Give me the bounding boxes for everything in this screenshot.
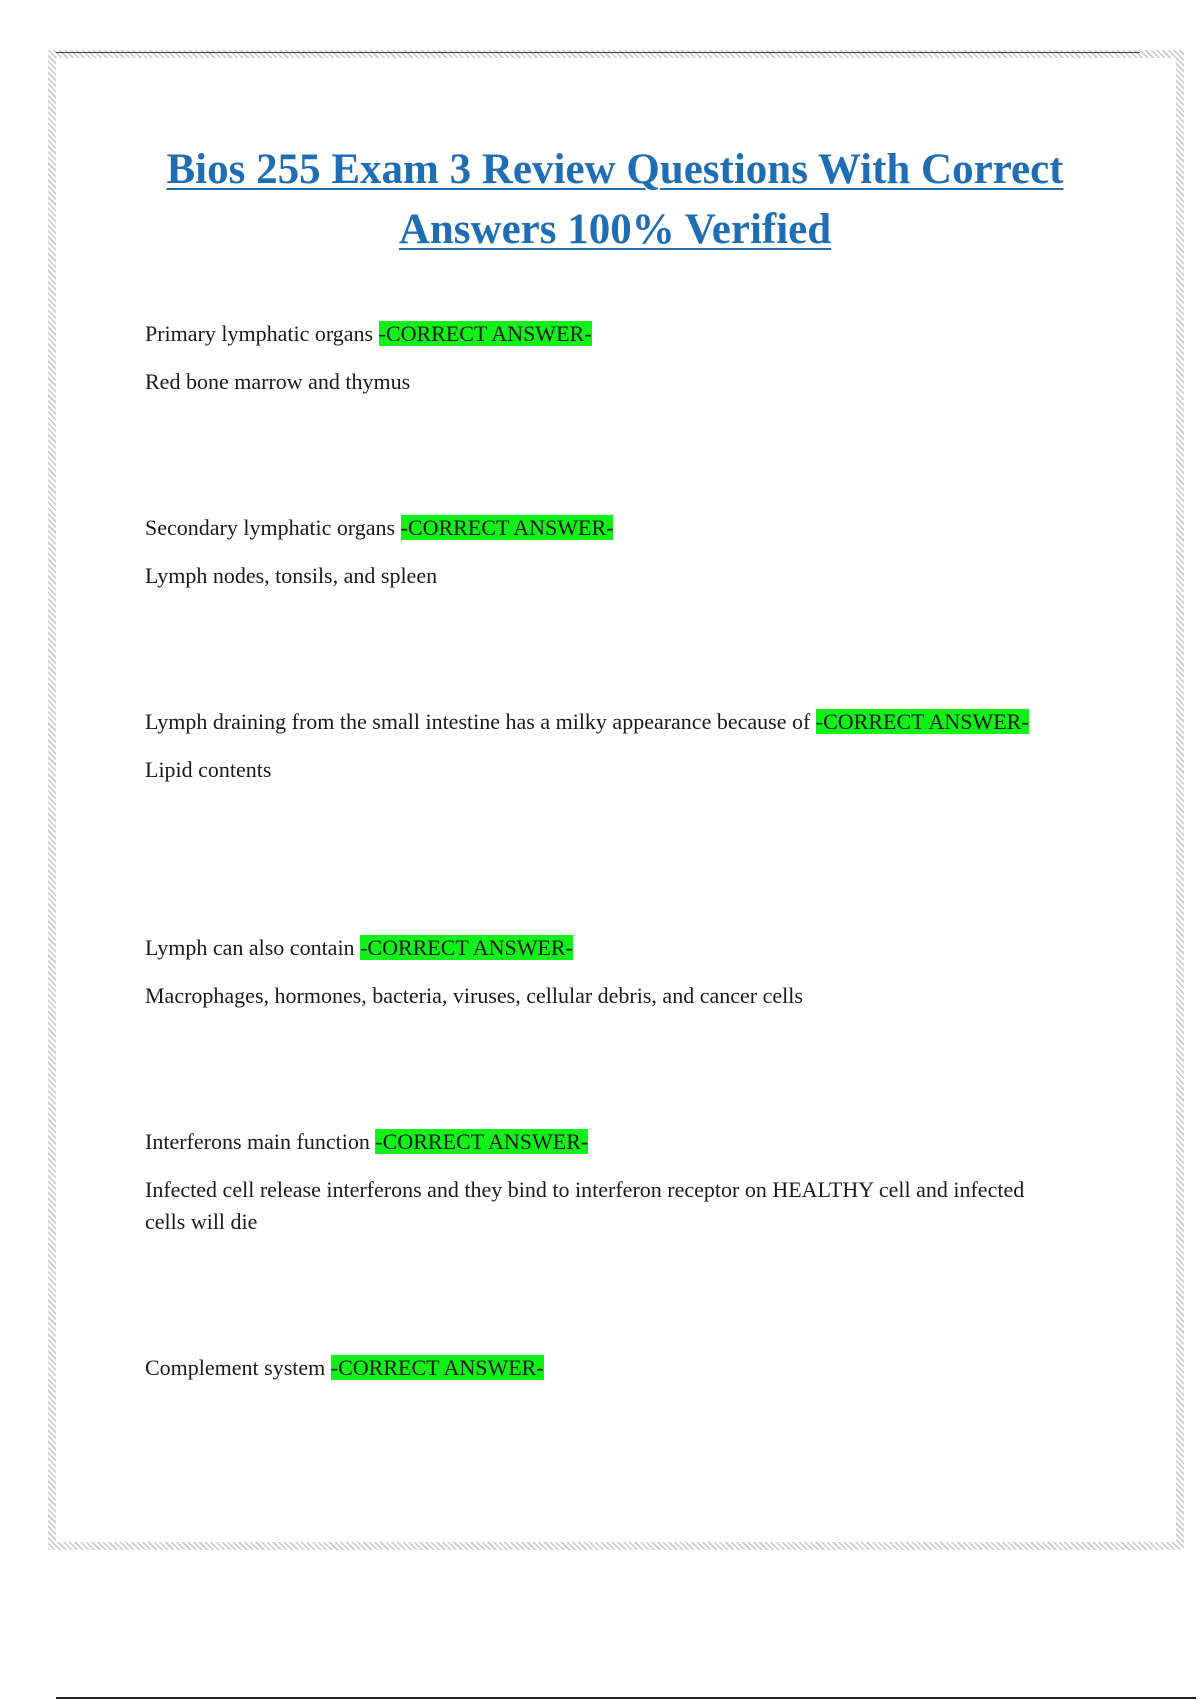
qa-item-6 <box>145 1352 1045 1384</box>
correct-answer-tag: -CORRECT ANSWER- <box>330 1355 544 1380</box>
question-text: Lymph can also contain <box>145 935 361 960</box>
document-title-text: Bios 255 Exam 3 Review Questions With Correct Answers 100% Verified <box>166 146 1064 253</box>
bottom-rule <box>56 1697 1196 1699</box>
qa-item-1 <box>145 318 1045 398</box>
top-rule <box>56 52 1140 53</box>
qa-item-4 <box>145 932 1045 1012</box>
correct-answer-tag: -CORRECT ANSWER- <box>360 935 573 960</box>
question <box>145 932 1045 964</box>
qa-item-2 <box>145 512 1045 592</box>
question-text: Interferons main function <box>145 1129 376 1154</box>
qa-item-5 <box>145 1126 1045 1238</box>
question-text: Complement system <box>145 1355 331 1380</box>
answer: Lipid contents <box>145 757 272 782</box>
question-text: Lymph draining from the small intestine has a milky appearance because of <box>145 709 816 734</box>
correct-answer-tag: -CORRECT ANSWER- <box>815 709 1029 734</box>
answer: Infected cell release interferons and they bind to interferon receptor on HEALTHY cell and infected cells will die <box>145 1177 1025 1234</box>
question <box>145 318 1045 350</box>
page-border <box>48 50 1184 1550</box>
answer: Macrophages, hormones, bacteria, viruses, cellular debris, and cancer cells <box>145 983 803 1008</box>
question-text: Primary lymphatic organs <box>145 321 379 346</box>
document-title <box>100 140 1130 260</box>
question <box>145 512 1045 544</box>
answer: Red bone marrow and thymus <box>145 369 411 394</box>
correct-answer-tag: -CORRECT ANSWER- <box>375 1129 589 1154</box>
correct-answer-tag: -CORRECT ANSWER- <box>400 515 614 540</box>
question-text: Secondary lymphatic organs <box>145 515 401 540</box>
qa-item-3 <box>145 706 1045 786</box>
answer: Lymph nodes, tonsils, and spleen <box>145 563 438 588</box>
correct-answer-tag: -CORRECT ANSWER- <box>378 321 592 346</box>
question <box>145 1352 1045 1384</box>
question <box>145 706 1045 738</box>
question <box>145 1126 1045 1158</box>
